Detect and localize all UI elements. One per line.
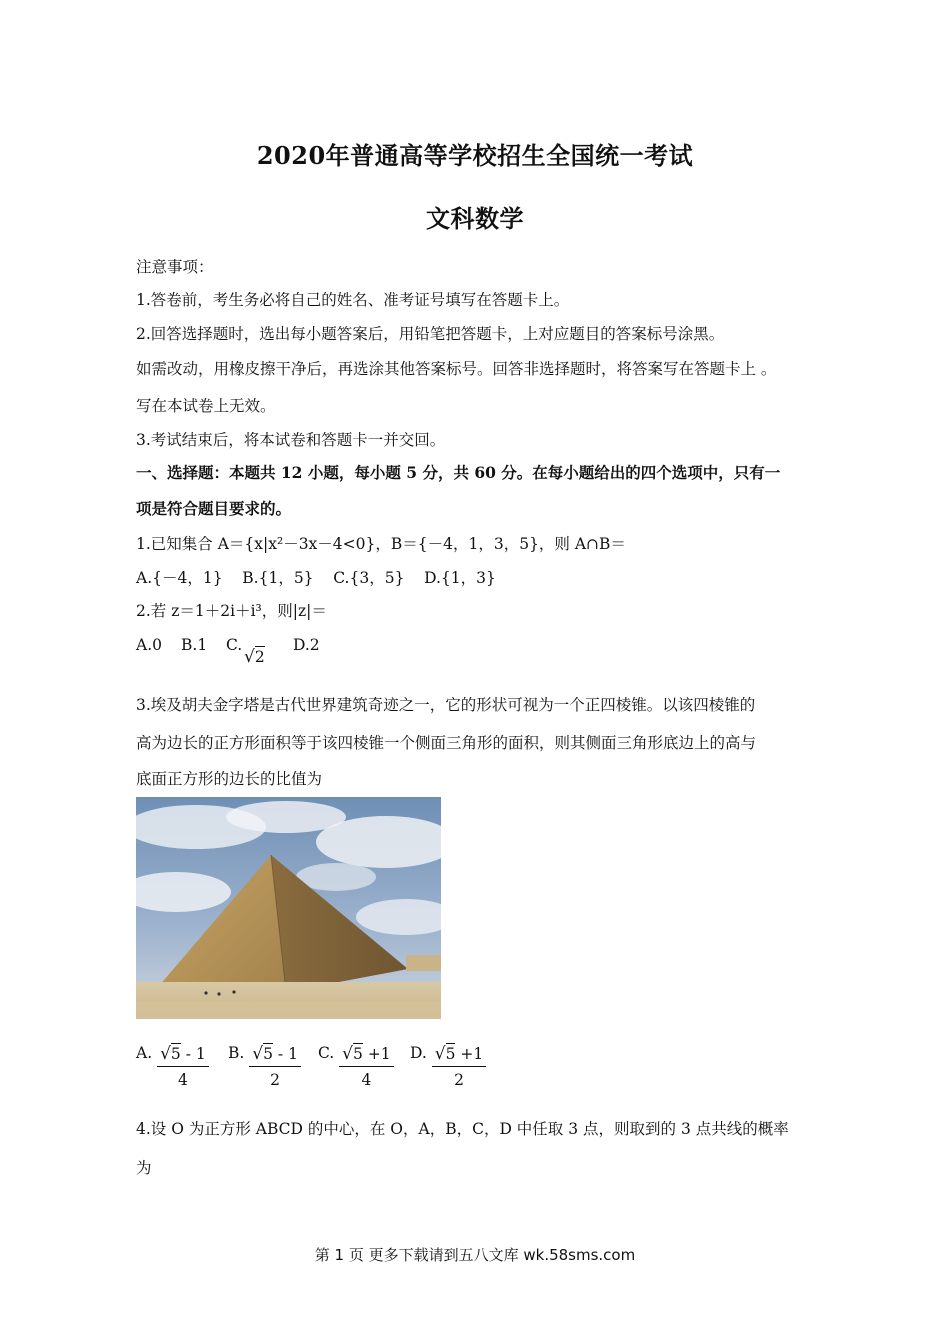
section-heading-line2: 项是符合题目要求的。 [136,499,292,518]
question-2-stem: 2.若 z＝1＋2i＋i³，则|z|＝ [136,602,327,620]
option-numerator-op: - 1 [272,1045,298,1063]
option-label: B. [228,1044,245,1062]
option-label: A. [136,1044,153,1062]
question-2-option-b: B.1 [181,636,208,654]
question-1-options: A.{－4，1} B.{1，5} C.{3，5} D.{1，3} [136,569,496,587]
notice-item-1: 1.答卷前，考生务必将自己的姓名、准考证号填写在答题卡上。 [136,291,570,309]
notice-item-2: 2.回答选择题时，选出每小题答案后，用铅笔把答题卡，上对应题目的答案标号涂黑。 [136,325,725,343]
question-2-option-d: D.2 [293,636,320,654]
section-heading-line1: 一、选择题：本题共 12 小题，每小题 5 分，共 60 分。在每小题给出的四个选项中，只有一 [136,463,781,482]
pyramid-photo [136,797,441,1019]
option-radicand: 5 [445,1045,456,1063]
option-label: D. [410,1044,427,1062]
sqrt-radicand: 2 [254,648,265,666]
question-3-option-b: B. $\frac{√5 - 1}{2}$ [228,1044,301,1089]
option-radicand: 5 [263,1045,273,1063]
option-label: C. [318,1044,335,1062]
question-4-line2: 为 [136,1159,152,1177]
option-denominator: 4 [177,1071,188,1089]
question-3-option-a: A. $\frac{√5 - 1}{4}$ [136,1044,209,1089]
question-3-option-d: D. $\frac{√5 +1}{2}$ [410,1044,486,1089]
option-numerator-op: +1 [362,1045,391,1063]
question-2-option-a: A.0 [136,636,162,654]
question-3-line3: 底面正方形的边长的比值为 [136,770,323,788]
notice-item-2-cont: 如需改动，用橡皮擦干净后，再选涂其他答案标号。回答非选择题时，将答案写在答题卡上 。 [136,360,777,378]
question-3-line2: 高为边长的正方形面积等于该四棱锥一个侧面三角形的面积，则其侧面三角形底边上的高与 [136,734,757,752]
option-denominator: 2 [270,1071,281,1089]
question-3-option-c: C. $\frac{√5 +1}{4}$ [318,1044,394,1089]
question-1-stem: 1.已知集合 A＝{x|x²－3x－4<0}，B＝{－4，1，3，5}，则 A∩B＝ [136,535,626,553]
exam-title: 2020年普通高等学校招生全国统一考试 [256,141,694,170]
question-3-line1: 3.埃及胡夫金字塔是古代世界建筑奇迹之一，它的形状可视为一个正四棱锥。以该四棱锥的 [136,696,756,714]
sqrt-symbol: √ [244,647,255,667]
question-4-line1: 4.设 O 为正方形 ABCD 的中心，在 O，A，B，C，D 中任取 3 点，则取到的 3 点共线的概率 [136,1120,789,1138]
notice-heading: 注意事项： [136,258,214,276]
option-denominator: 2 [454,1071,464,1089]
question-2-option-c: C. [226,636,243,654]
option-denominator: 4 [361,1071,372,1089]
pyramid-image [136,797,441,1019]
option-numerator-op: +1 [455,1045,484,1063]
page-footer: 第 1 页 更多下载请到五八文库 wk.58sms.com [314,1246,636,1264]
option-radicand: 5 [170,1045,181,1063]
notice-item-3: 3.考试结束后，将本试卷和答题卡一并交回。 [136,431,446,449]
option-numerator-op: - 1 [180,1045,206,1063]
exam-subtitle: 文科数学 [426,204,524,233]
question-2-option-c-sqrt [244,647,265,667]
notice-item-2-end: 写在本试卷上无效。 [136,397,276,415]
option-radicand: 5 [353,1045,363,1063]
